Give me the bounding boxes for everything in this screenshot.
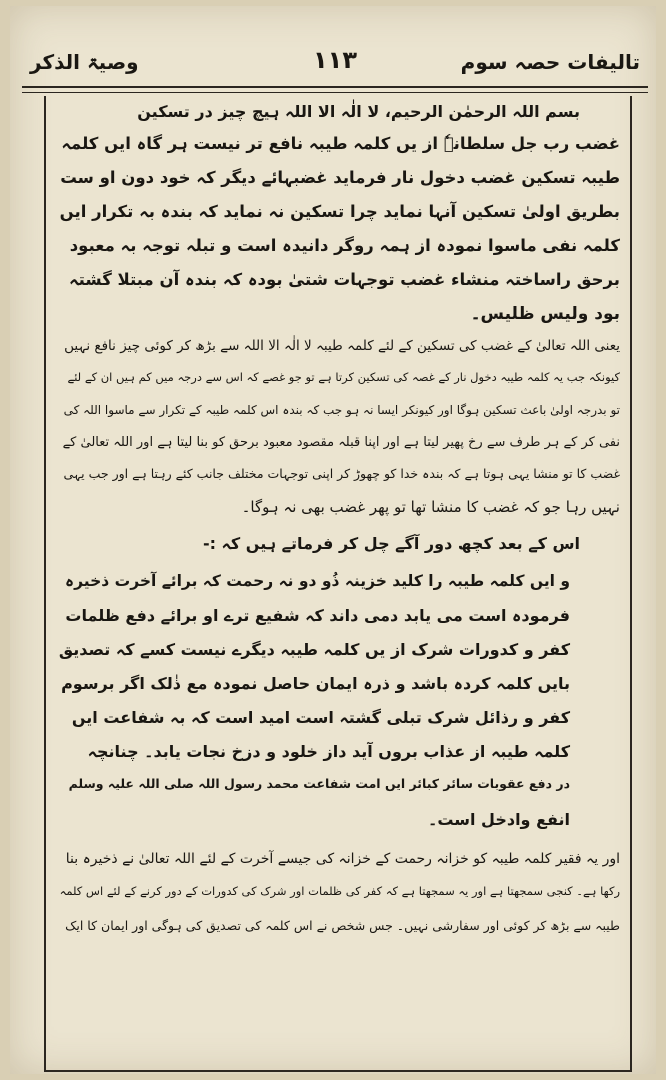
- text-line: طیبہ سے بڑھ کر کوئی اور سفارشی نہیں۔ جس شخص نے اس کلمہ کی تصدیق کی ہوگی اور ایمان کا ایک: [65, 918, 620, 933]
- header-rule: [22, 86, 648, 88]
- text-line: برحق راساختہ منشاء غضب توجہات شتیٰ بودہ کہ بندہ آن مبتلا گشتہ: [69, 270, 620, 289]
- text-line: رکھا ہے۔ کنجی سمجھتا ہے اور یہ سمجھتا ہے کہ کفر کی ظلمات اور شرک کی کدورات کے دور کرنے کے لئے اس کلمہ: [59, 884, 620, 898]
- text-line: طیبہ تسکین غضب دخول نار فرماید غضبہائے دیگر کہ خود دون او ست: [60, 168, 620, 187]
- text-line: بود ولیس ظلیس۔: [470, 304, 620, 324]
- text-line: در دفع عقوبات سائر کبائر ایں امت شفاعت محمد رسول اللہ صلی اللہ علیہ وسلم: [68, 776, 570, 791]
- page-header: [22, 44, 648, 84]
- text-line: یعنی اللہ تعالیٰ کے غضب کی تسکین کے لئے کلمہ طیبہ لا الٰہ الا اللہ سے بڑھ کر کوئی چیز نافع نہیں: [64, 338, 620, 354]
- text-line: بسم اللہ الرحمٰن الرحیم، لا الٰہ الا اللہ ہیچ چیز در تسکین: [137, 102, 580, 121]
- text-line: نفی کر کے ہر طرف سے رخ پھیر لیتا ہے اور اپنا قبلہ مقصود معبود برحق کو بنا لیتا ہے اور اللہ تعالیٰ کے: [62, 435, 620, 450]
- text-line: بطریق اولیٰ تسکین آنہا نماید چرا تسکین نہ نماید کہ بندہ بہ تکرار ایں: [59, 202, 620, 221]
- text-line: کفر و رذائل شرک تبلی گشتہ است امید است کہ بہ شفاعت ایں: [71, 708, 570, 727]
- text-line: غضب رب جل سلطانہٗ از یں کلمہ طیبہ نافع تر نیست ہر گاہ ایں کلمہ: [61, 134, 620, 153]
- text-line: فرمودہ است می یابد دمی داند کہ شفیع ترے او برائے دفع ظلمات: [65, 606, 570, 625]
- header-rule-thin: [22, 92, 648, 93]
- text-line: کفر و کدورات شرک از یں کلمہ طیبہ دیگرے نیست کسے کہ تصدیق: [58, 640, 570, 659]
- text-line: اس کے بعد کچھ دور آگے چل کر فرماتے ہیں کہ :-: [202, 534, 580, 553]
- section-title: وصیۃ الذکر: [30, 50, 139, 74]
- text-line: اور یہ فقیر کلمہ طیبہ کو خزانہ رحمت کے خزانہ کی جیسے آخرت کے لئے اللہ تعالیٰ نے ذخیرہ بنا: [65, 851, 620, 867]
- text-line: نہیں رہا جو کہ غضب کا منشا تھا تو پھر غضب بھی نہ ہوگا۔: [241, 498, 620, 516]
- text-line: انفع وادخل است۔: [427, 810, 570, 829]
- text-line: کلمہ طیبہ از عذاب بروں آید داز خلود و دزخ نجات یابد۔ چنانچہ: [87, 742, 570, 761]
- text-line: بایں کلمہ کردہ باشد و ذرہ ایمان حاصل نمودہ مع ذٰلک اگر برسوم: [61, 674, 570, 693]
- text-line: کیونکہ جب یہ کلمہ طیبہ دخول نار کے غصہ کی تسکین کرتا ہے تو جو غصے کہ اس سے درجہ میں کم ہیں ان کے لئے: [67, 370, 620, 384]
- text-body: [54, 104, 620, 1064]
- book-title: تالیفات حصہ سوم: [460, 50, 640, 74]
- text-line: و ایں کلمہ طیبہ را کلید خزینہ ذُو دو نہ رحمت کہ برائے آخرت ذخیرہ: [65, 572, 570, 590]
- page-number: ۱۱۳: [313, 46, 357, 74]
- text-line: تو بدرجہ اولیٰ باعث تسکین ہوگا اور کیونکر ایسا نہ ہو جب کہ بندہ اس کلمہ طیبہ کے تکرار سے ماسوا اللہ کی: [63, 403, 620, 417]
- text-line: غضب کا تو منشا یہی ہوتا ہے کہ بندہ خدا کو چھوڑ کر اپنی توجہات مختلف جانب کئے رہتا ہے اور جب یہی: [63, 466, 620, 481]
- text-line: کلمہ نفی ماسوا نمودہ از ہمہ روگر دانیدہ است و تبلہ توجہ بہ معبود: [69, 236, 620, 255]
